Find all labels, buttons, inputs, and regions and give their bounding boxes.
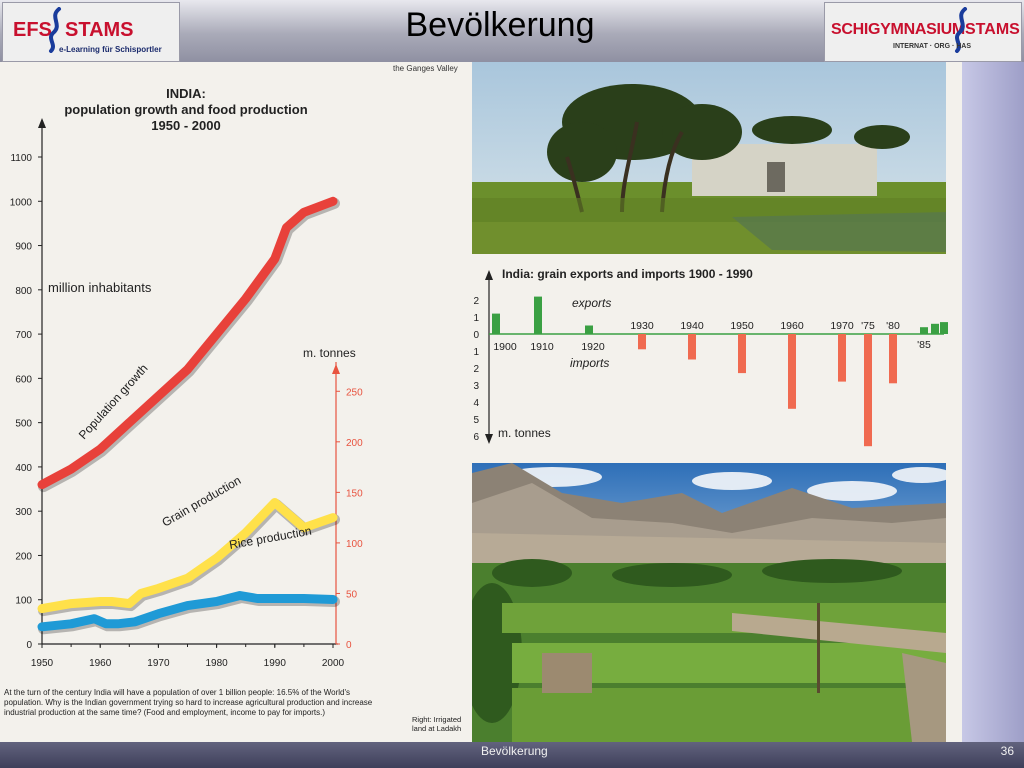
chart-caption: At the turn of the century India will have a population of over 1 billion people: 16.5% of the World's population. Why is the Indian government trying so hard to increase agricultural production and increase industrial production at the same time? (Food and employment, income to pay for imports.) [4, 688, 373, 717]
left-tick-label: 900 [15, 241, 32, 253]
left-tick-label: 1100 [10, 153, 32, 164]
population-series-label: Population growth [75, 361, 151, 443]
grain-exports-imports-chart [472, 262, 962, 458]
export-bar [940, 322, 948, 334]
export-bar [492, 314, 500, 334]
page-number: 36 [1000, 744, 1014, 758]
x-tick-label: 1960 [89, 658, 112, 669]
rice-series-label: Rice production [228, 523, 313, 552]
right-tick-label: 150 [346, 488, 363, 500]
import-bar [864, 334, 872, 446]
bar-tick-label: 1 [473, 347, 479, 358]
slide-footer [0, 742, 1024, 768]
right-tick-label: 0 [346, 640, 352, 651]
import-bar [688, 334, 696, 360]
right-axis-unit: m. tonnes [303, 346, 356, 360]
import-bar [838, 334, 846, 382]
logo-right-subtitle: INTERNAT · ORG · HAS [893, 43, 972, 50]
bar-year-label: '85 [917, 339, 931, 351]
logo-left-part2: STAMS [65, 19, 134, 41]
left-tick-label: 1000 [9, 197, 32, 209]
right-tick-label: 50 [346, 589, 358, 601]
chart-title-line-2: population growth and food production [64, 102, 308, 117]
bar-year-label: 1940 [680, 320, 704, 332]
x-tick-label: 1950 [30, 658, 54, 669]
x-tick-label: 2000 [321, 658, 345, 669]
left-tick-label: 800 [15, 285, 32, 297]
x-tick-label: 1980 [205, 658, 228, 669]
right-tick-label: 200 [346, 437, 363, 449]
grain-series-label: Grain production [159, 473, 244, 530]
bar-year-label: '75 [861, 320, 875, 332]
bar-tick-label: 1 [473, 313, 479, 324]
bar-chart-unit: m. tonnes [498, 426, 551, 440]
left-axis-arrow-icon [38, 118, 46, 128]
left-tick-label: 400 [15, 462, 32, 474]
import-bar [788, 334, 796, 409]
bar-tick-label: 4 [473, 398, 479, 409]
export-bar [931, 324, 939, 334]
bar-tick-label: 2 [473, 364, 479, 375]
import-bar [638, 334, 646, 349]
logo-right-part1: SCHIGYMNASIUM [831, 21, 965, 38]
slide-title: Bevölkerung [405, 6, 595, 44]
export-bar [585, 326, 593, 335]
right-tick-label: 250 [346, 387, 363, 399]
left-tick-label: 500 [15, 418, 32, 430]
bar-year-label: 1930 [630, 320, 654, 332]
left-tick-label: 100 [15, 595, 32, 607]
bar-year-label: 1970 [830, 320, 854, 332]
bar-year-label: 1900 [493, 341, 517, 353]
x-tick-label: 1970 [147, 658, 170, 669]
left-axis-unit: million inhabitants [48, 280, 152, 295]
left-tick-label: 600 [15, 374, 32, 386]
ganges-valley-photo [472, 62, 946, 254]
bar-tick-label: 2 [473, 296, 479, 307]
logo-left-part1: EFS [13, 19, 52, 41]
left-tick-label: 700 [15, 330, 32, 342]
bar-chart-title: India: grain exports and imports 1900 - 1990 [502, 267, 753, 281]
ladakh-irrigated-land-photo [472, 463, 946, 742]
x-tick-label: 1990 [263, 658, 286, 669]
left-tick-label: 300 [15, 507, 32, 519]
right-axis-arrow-icon [332, 364, 340, 374]
bar-axis-up-arrow-icon [485, 270, 493, 280]
series-line-grain [42, 503, 333, 609]
right-tick-label: 100 [346, 538, 363, 550]
schigymnasium-stams-logo [824, 2, 1022, 62]
bar-year-label: 1920 [581, 341, 605, 353]
chart-title-line-1: INDIA: [166, 86, 206, 101]
bar-tick-label: 6 [473, 432, 479, 443]
bar-year-label: '80 [886, 320, 900, 332]
bar-tick-label: 0 [473, 330, 479, 341]
series-shadow [44, 203, 335, 486]
bar-axis-down-arrow-icon [485, 434, 493, 444]
efs-stams-logo [2, 2, 180, 62]
left-tick-label: 0 [26, 640, 32, 651]
bar-tick-label: 5 [473, 415, 479, 426]
import-bar [889, 334, 897, 383]
slide-header [0, 0, 1024, 63]
exports-label: exports [572, 296, 612, 310]
chart-title-line-3: 1950 - 2000 [151, 118, 221, 133]
photo-caption-ganges: the Ganges Valley [393, 64, 458, 73]
bar-year-label: 1950 [730, 320, 754, 332]
population-food-chart [0, 62, 470, 688]
export-bar [534, 297, 542, 334]
export-bar [920, 327, 928, 334]
footer-title: Bevölkerung [481, 744, 548, 758]
imports-label: imports [570, 356, 610, 370]
logo-right-part2: STAMS [965, 21, 1020, 38]
bar-year-label: 1910 [530, 341, 554, 353]
bar-year-label: 1960 [780, 320, 804, 332]
left-tick-label: 200 [15, 551, 32, 563]
photo-caption-ladakh: Right: Irrigated land at Ladakh [412, 715, 462, 733]
right-decorative-bar [962, 62, 1024, 742]
bar-tick-label: 3 [473, 381, 479, 392]
import-bar [738, 334, 746, 373]
logo-left-subtitle: e-Learning für Schisportler [59, 45, 162, 54]
